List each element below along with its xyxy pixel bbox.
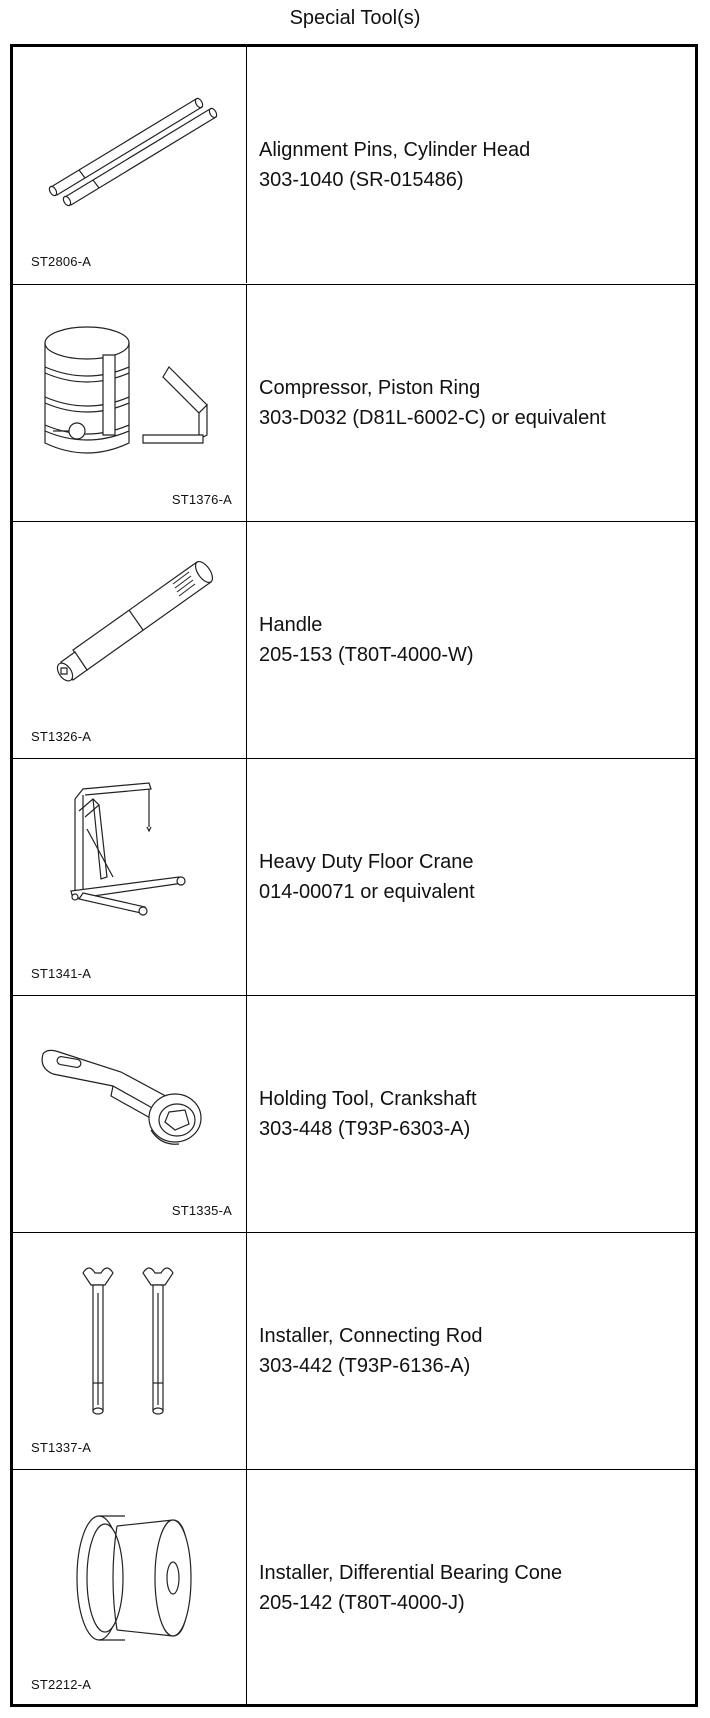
tool-description: [259, 1233, 689, 1469]
tool-description: [259, 759, 689, 995]
tool-description: [259, 522, 689, 758]
tool-part-number: 303-1040 (SR-015486): [259, 169, 464, 191]
tool-description: [259, 285, 689, 521]
special-tools-table: [10, 44, 698, 1707]
tool-image-code: ST1335-A: [171, 1203, 232, 1218]
tool-part-number: 303-442 (T93P-6136-A): [259, 1355, 471, 1377]
tool-part-number: 303-448 (T93P-6303-A): [259, 1118, 471, 1140]
tool-image-code: ST2212-A: [31, 1677, 92, 1692]
tool-image-code: ST1376-A: [171, 492, 232, 507]
tool-row: [13, 1469, 695, 1706]
tool-row: [13, 995, 695, 1232]
tool-name: Heavy Duty Floor Crane: [259, 851, 474, 873]
tool-description: [259, 47, 689, 283]
tool-row: [13, 521, 695, 758]
tool-row: [13, 758, 695, 995]
tool-image-cell: [13, 522, 247, 758]
tool-row: [13, 284, 695, 521]
tool-name: Handle: [259, 614, 323, 636]
tool-row: [13, 47, 695, 283]
tool-part-number: 014-00071 or equivalent: [259, 881, 475, 903]
tool-part-number: 205-142 (T80T-4000-J): [259, 1592, 465, 1614]
tool-row: [13, 1232, 695, 1469]
connecting-rod-installer-icon: [13, 1233, 247, 1469]
tool-name: Installer, Connecting Rod: [259, 1325, 483, 1347]
tool-image-cell: [13, 1233, 247, 1469]
tool-name: Holding Tool, Crankshaft: [259, 1088, 477, 1110]
tool-image-code: ST1326-A: [31, 729, 92, 744]
handle-icon: [13, 522, 247, 758]
tool-name: Compressor, Piston Ring: [259, 377, 481, 399]
alignment-pins-icon: [13, 47, 247, 283]
tool-image-cell: [13, 1470, 247, 1706]
floor-crane-icon: [13, 759, 247, 995]
tool-name: Installer, Differential Bearing Cone: [259, 1562, 563, 1584]
tool-part-number: 303-D032 (D81L-6002-C) or equivalent: [259, 407, 606, 429]
piston-ring-compressor-icon: [13, 285, 247, 521]
tool-image-code: ST1341-A: [31, 966, 92, 981]
tool-name: Alignment Pins, Cylinder Head: [259, 139, 531, 161]
tool-image-code: ST2806-A: [31, 254, 92, 269]
page-title: Special Tool(s): [289, 7, 421, 29]
tool-image-cell: [13, 996, 247, 1232]
crankshaft-holding-tool-icon: [13, 996, 247, 1232]
tool-description: [259, 996, 689, 1232]
tool-description: [259, 1470, 689, 1706]
tool-image-cell: [13, 285, 247, 521]
bearing-cone-installer-icon: [13, 1470, 247, 1706]
tool-part-number: 205-153 (T80T-4000-W): [259, 644, 474, 666]
tool-image-code: ST1337-A: [31, 1440, 92, 1455]
tool-image-cell: [13, 47, 247, 283]
tool-image-cell: [13, 759, 247, 995]
